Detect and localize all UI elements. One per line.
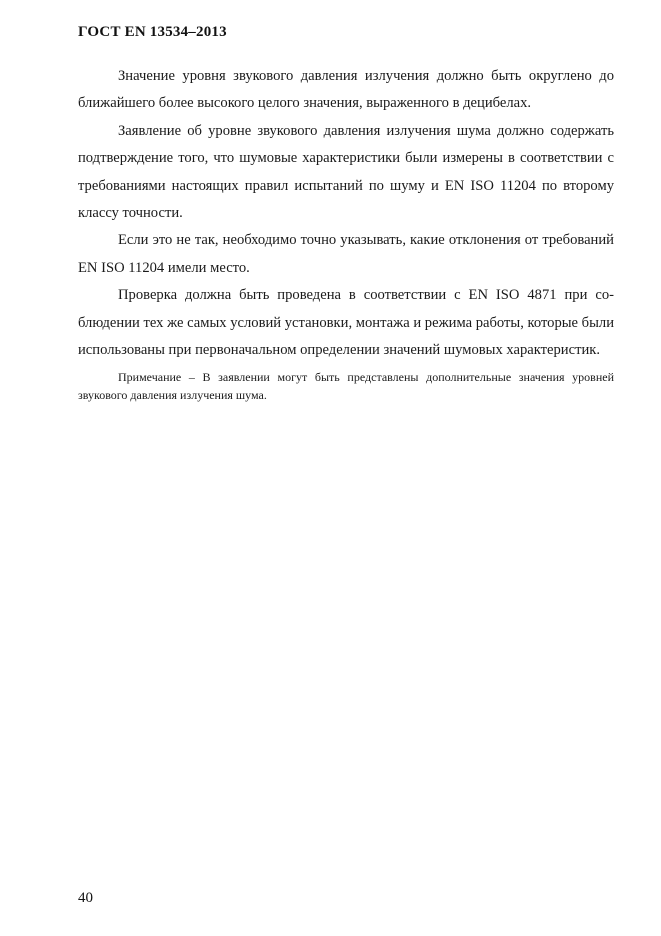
paragraph: Проверка должна быть проведена в соответствии с EN ISO 4871 при соблюдении тех же самых условий установки, монтажа и режима работы, которые были использованы при первоначальном определении значений шумовых характеристик. [78, 287, 614, 359]
note-paragraph: Примечание – В заявлении могут быть представлены дополнительные значения уровней звукового давления излучения шума. [78, 370, 614, 403]
document-header: ГОСТ EN 13534–2013 [78, 24, 227, 40]
paragraph: Если это не так, необходимо точно указывать, какие отклонения от требований EN ISO 11204 имели место. [78, 232, 614, 276]
page-number: 40 [78, 890, 93, 906]
document-body [78, 63, 614, 404]
paragraph: Значение уровня звукового давления излучения должно быть округлено до ближайшего более высокого целого значения, выраженного в децибелах. [78, 68, 614, 112]
paragraph: Заявление об уровне звукового давления излучения шума должно содержать подтверждение того, что шумовые характеристики были измерены в соответствии с требованиями настоящих правил испытаний по шуму и EN ISO 11204 по второму классу точности. [78, 122, 614, 222]
